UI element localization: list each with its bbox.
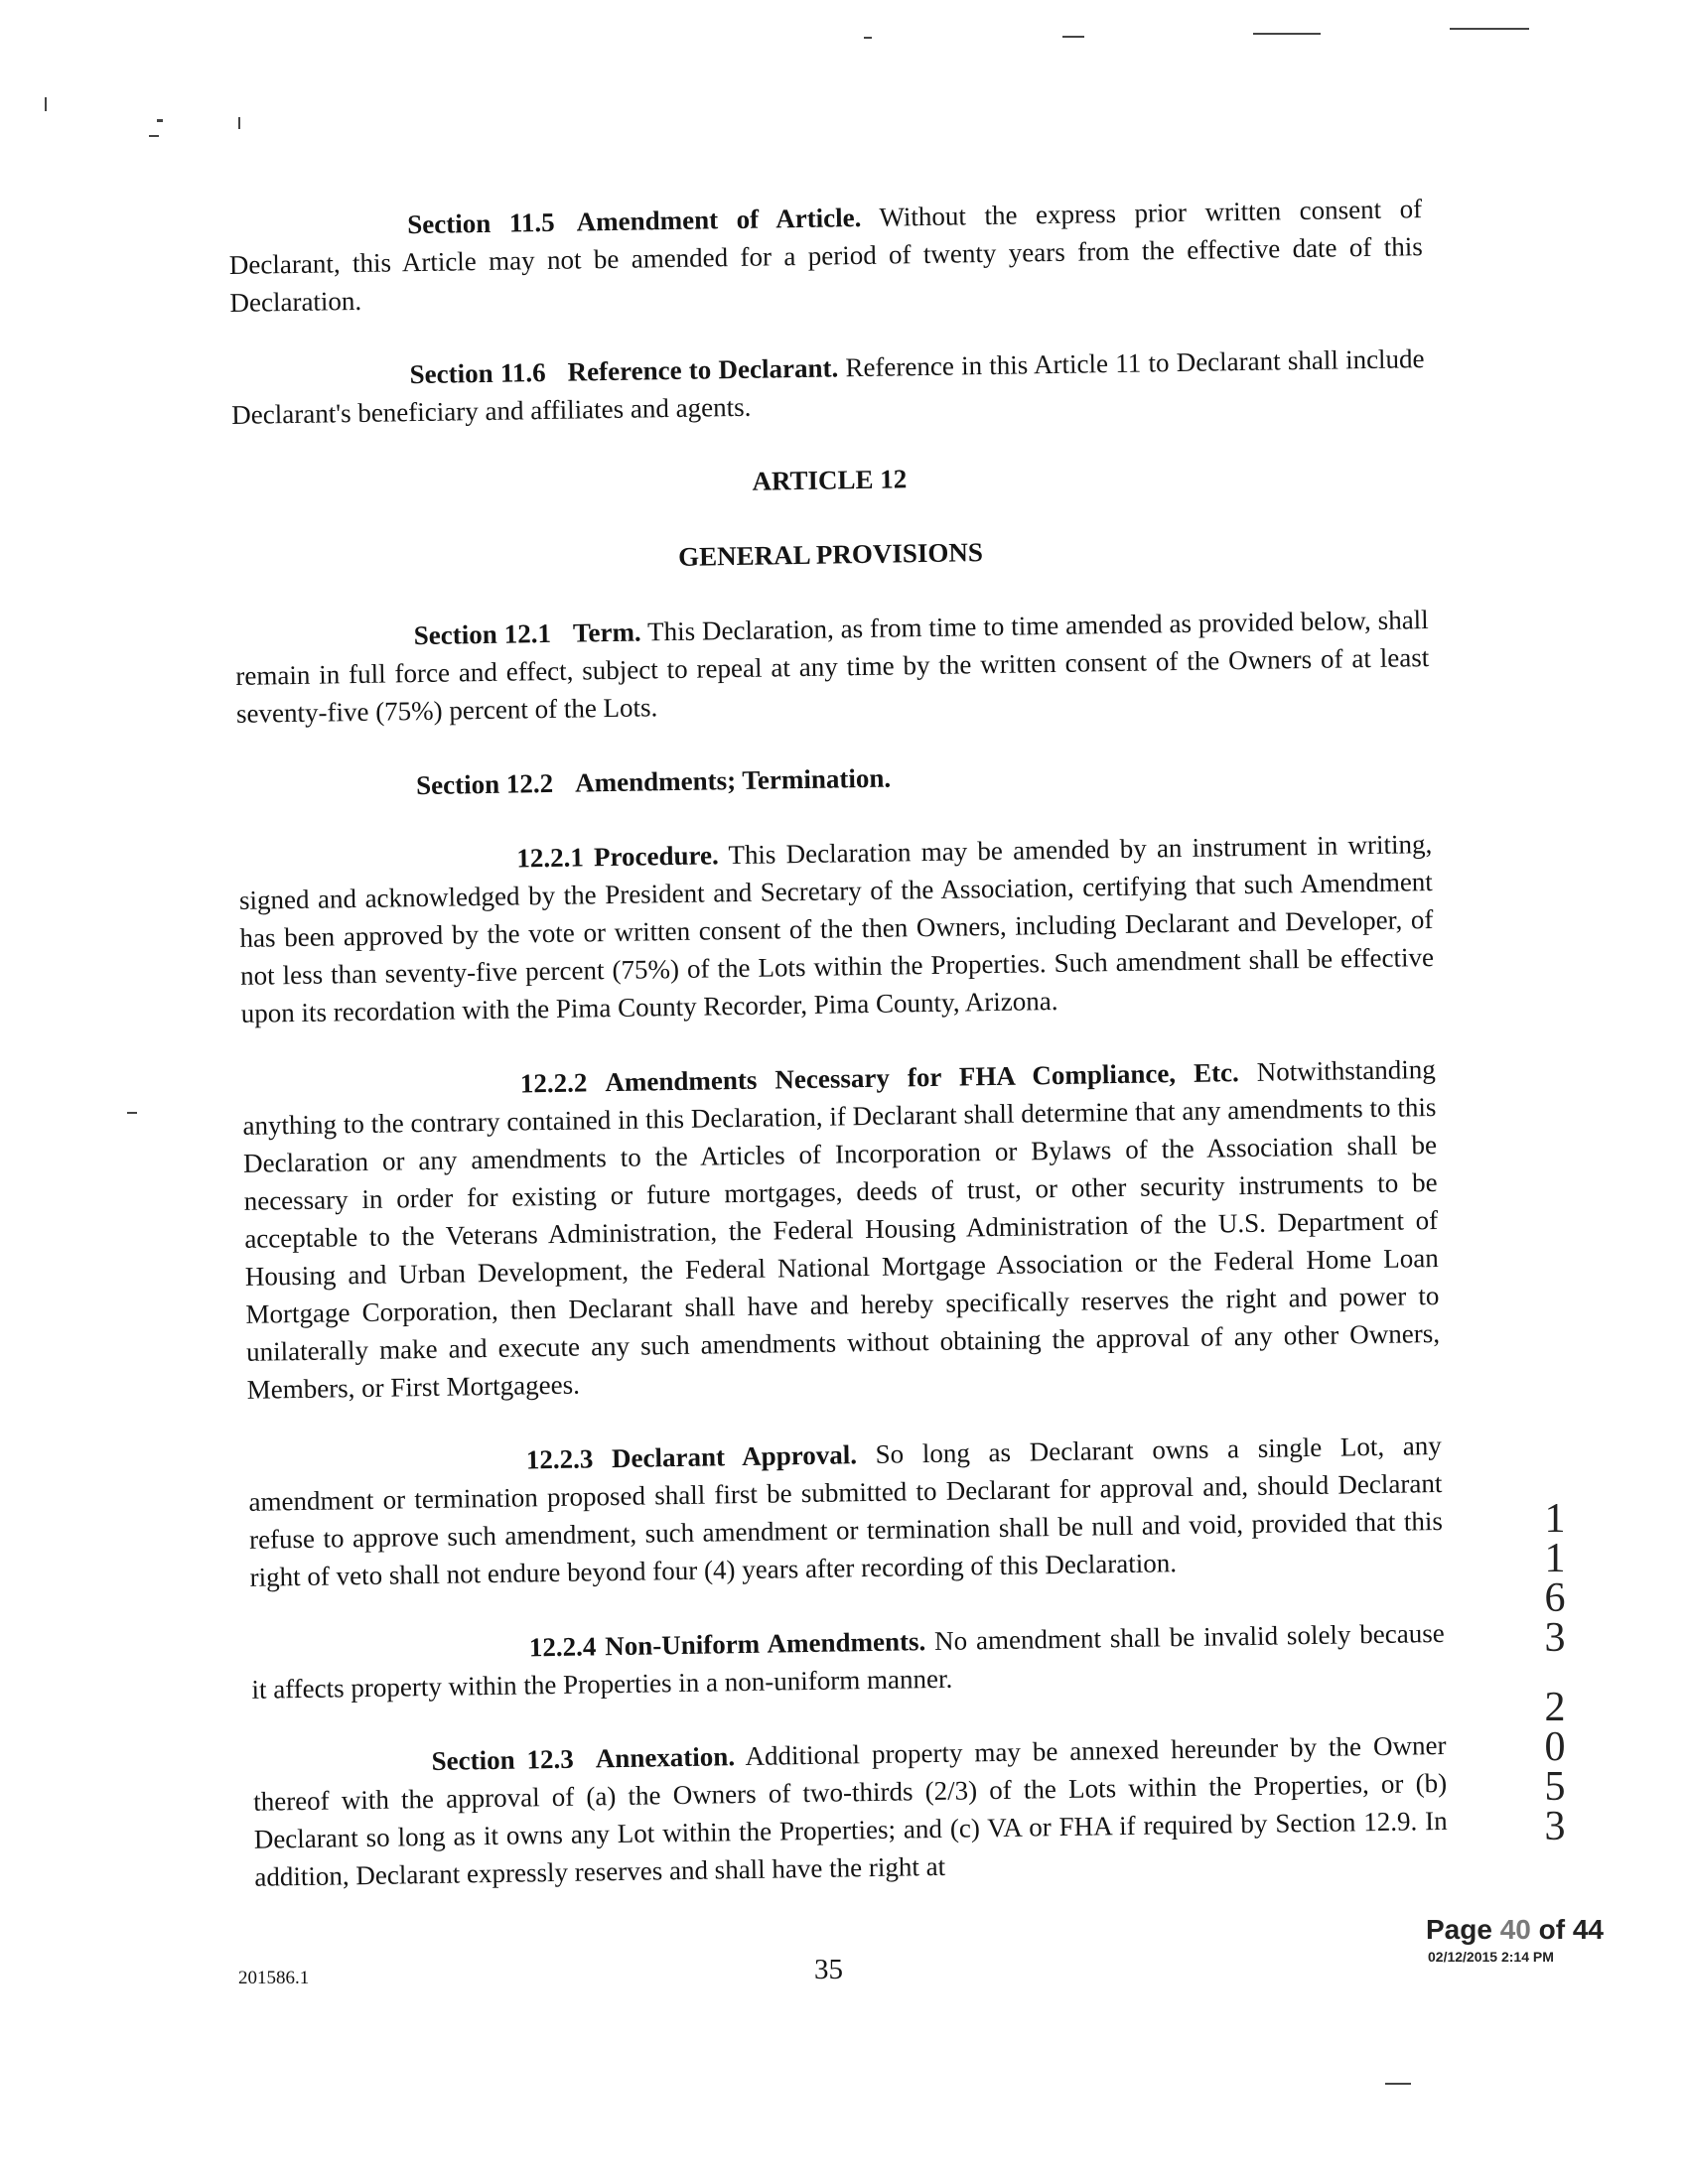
scan-mark (157, 119, 163, 122)
subsection-12-2-2 (242, 1050, 1441, 1409)
subsection-12-2-1 (238, 825, 1435, 1032)
stamp-digit: 3 (1544, 1804, 1566, 1849)
subsection-text: This Declaration may be amended by an instrument in writing, signed and acknowledged by the President and Secretary of the Association, certifying that such Amendment has been approved by the vote or written consent of the then Owners, including Declarant and Developer, of not less than seventy-five percent (75%) of the Lots within the Properties. Such amendment shall be effective upon its recordation with the Pima County Recorder, Pima County, Arizona. (238, 829, 1435, 1028)
document-id: 201586.1 (238, 1968, 310, 1988)
page-stamp (1426, 1914, 1604, 1946)
stamp-digit: 6 (1544, 1575, 1566, 1621)
section-text: Reference in this Article 11 to Declarant shall include Declarant's beneficiary and affiliates and agents. (231, 343, 1425, 430)
section-text: Additional property may be annexed hereunder by the Owner thereof with the approval of (a) the Owners of two-thirds (2/3) of the Lots within the Properties, or (b) Declarant so long as it owns any Lot within the Properties; and (c) VA or FHA if required by Section 12.9. In addition, Declarant expressly reserves and shall have the right at (252, 1729, 1448, 1892)
subsection-12-2-3 (248, 1427, 1444, 1596)
recording-stamp-bottom (1537, 1685, 1573, 1849)
section-title: Term. (572, 616, 641, 648)
scan-mark (1062, 36, 1084, 38)
section-number: Section 11.6 (409, 357, 546, 390)
page-number: 35 (814, 1954, 843, 1985)
section-title: Annexation. (595, 1741, 736, 1774)
stamp-digit: 3 (1544, 1615, 1566, 1661)
subsection-text: So long as Declarant owns a single Lot, any amendment or termination proposed shall first be submitted to Declarant for approval and, should Declarant refuse to approve such amendment, such amendment or termination shall be null and void, provided that this right of veto shall not endure beyond four (4) years after recording of this Declaration. (248, 1430, 1444, 1592)
stamp-digit: 2 (1544, 1685, 1566, 1730)
page-stamp-current: 40 (1499, 1914, 1531, 1945)
recording-stamp-top (1537, 1496, 1573, 1661)
scan-mark (1385, 2083, 1411, 2085)
stamp-digit: 0 (1544, 1724, 1566, 1770)
document-body (228, 190, 1449, 1896)
subsection-number: 12.2.2 (519, 1067, 588, 1099)
scan-mark (1450, 28, 1529, 30)
scan-mark (238, 117, 240, 129)
section-text: This Declaration, as from time to time amended as provided below, shall remain in full force and effect, subject to repeal at any time by the written consent of the Owners of at least seventy-five (75%) percent of the Lots. (235, 605, 1430, 729)
subsection-title: Procedure. (593, 840, 719, 873)
section-number: Section 12.2 (415, 767, 554, 801)
subsection-12-2-4 (251, 1614, 1446, 1708)
section-12-3 (252, 1726, 1448, 1896)
section-12-1 (235, 601, 1431, 733)
subsection-text: No amendment shall be invalid solely because it affects property within the Properties in a non-uniform manner. (251, 1617, 1445, 1705)
stamp-digit: 5 (1544, 1764, 1566, 1810)
scan-mark (1253, 33, 1321, 35)
section-number: Section 12.1 (413, 617, 552, 651)
scan-mark (45, 97, 47, 111)
section-11-6 (230, 340, 1425, 434)
stamp-datetime: 02/12/2015 2:14 PM (1428, 1949, 1554, 1965)
stamp-digit: 1 (1544, 1496, 1566, 1542)
section-title: Amendment of Article. (576, 202, 862, 237)
page-stamp-prefix: Page (1426, 1914, 1492, 1945)
section-12-2 (237, 751, 1431, 807)
section-number: Section 11.5 (407, 206, 555, 240)
subsection-number: 12.2.1 (516, 842, 585, 874)
section-text: Without the express prior written consent of Declarant, this Article may not be amended for a period of twenty years from the effective date of this Declaration. (228, 194, 1423, 318)
subsection-title: Declarant Approval. (611, 1439, 858, 1474)
section-title: Reference to Declarant. (567, 352, 839, 387)
scan-mark (149, 135, 159, 137)
scan-mark (127, 1112, 137, 1114)
subsection-title: Amendments Necessary for FHA Compliance, Etc. (605, 1057, 1240, 1098)
page-stamp-suffix: of 44 (1538, 1914, 1605, 1945)
stamp-digit: 1 (1544, 1536, 1566, 1581)
article-heading: ARTICLE 12 (752, 464, 908, 496)
subsection-title: Non-Uniform Amendments. (604, 1626, 926, 1662)
subsection-number: 12.2.4 (528, 1631, 597, 1663)
section-number: Section 12.3 (431, 1743, 575, 1776)
section-title: Amendments; Termination. (574, 762, 892, 798)
subsection-number: 12.2.3 (525, 1443, 594, 1475)
subsection-text: Notwithstanding anything to the contrary contained in this Declaration, if Declarant shall determine that any amendments to this Declaration or any amendments to the Articles of Incorporation or Bylaws of the Association shall be necessary in order for existing or future mortgages, deeds of trust, or other security instruments to be acceptable to the Veterans Administration, the Federal Housing Administration of the U.S. Department of Housing and Urban Development, the Federal National Mortgage Association or the Federal Home Loan Mortgage Corporation, then Declarant shall have and hereby specifically reserves the right and power to unilaterally make and execute any such amendments without obtaining the approval of any other Owners, Members, or First Mortgagees. (242, 1054, 1441, 1405)
scan-mark (864, 37, 872, 39)
article-subheading: GENERAL PROVISIONS (677, 537, 984, 572)
section-11-5 (228, 190, 1424, 322)
